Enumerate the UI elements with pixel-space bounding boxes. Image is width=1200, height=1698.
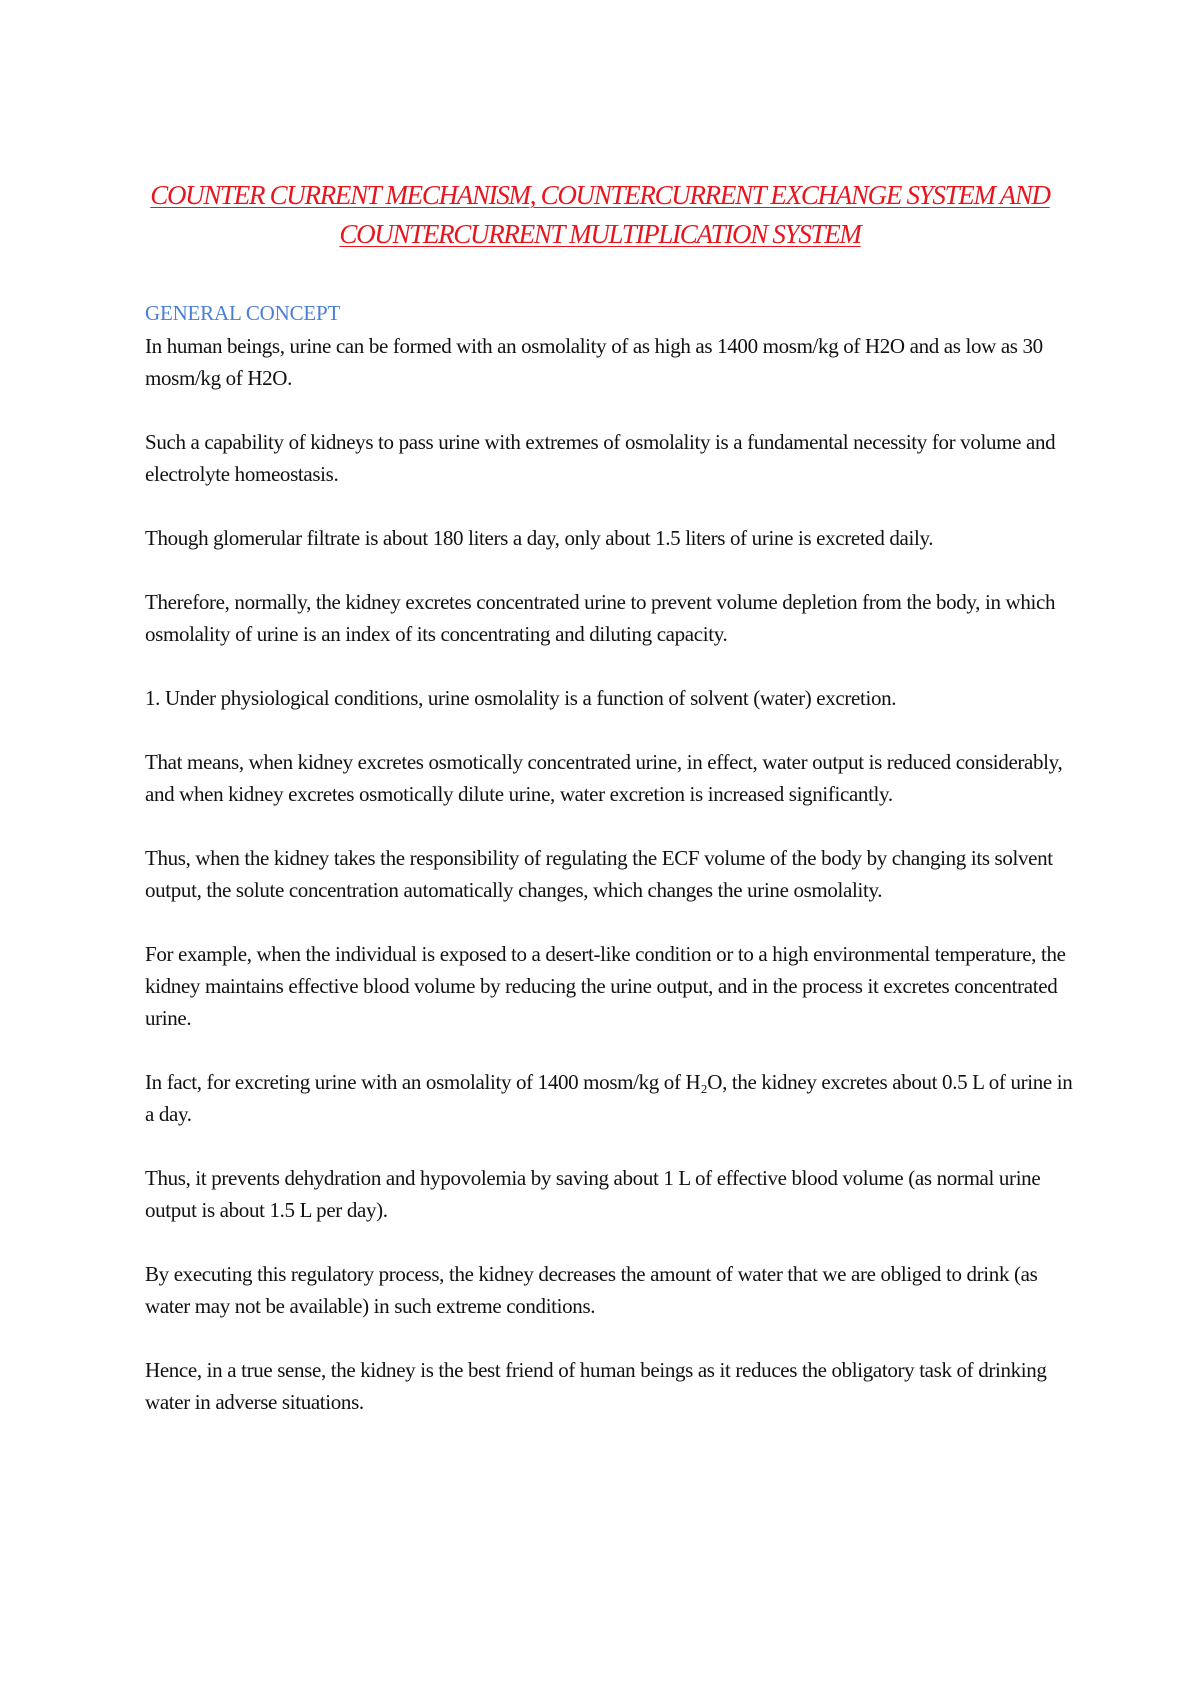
paragraph: For example, when the individual is exposed to a desert-like condition or to a high environmental temperature, the kidney maintains effective blood volume by reducing the urine output, and in the process it excretes concentrated urine. — [145, 942, 1066, 1030]
paragraph: 1. Under physiological conditions, urine osmolality is a function of solvent (water) excretion. — [145, 686, 897, 710]
paragraph: In fact, for excreting urine with an osmolality of 1400 mosm/kg of H₂O, the kidney excretes about 0.5 L of urine in a day. — [145, 1070, 1073, 1126]
paragraph: Therefore, normally, the kidney excretes concentrated urine to prevent volume depletion from the body, in which osmolality of urine is an index of its concentrating and diluting capacity. — [145, 590, 1056, 646]
document-body — [145, 330, 1075, 1450]
paragraph: That means, when kidney excretes osmotically concentrated urine, in effect, water output is reduced considerably, and when kidney excretes osmotically dilute urine, water excretion is increased significantly. — [145, 750, 1063, 806]
document-title: COUNTER CURRENT MECHANISM, COUNTERCURRENT EXCHANGE SYSTEM AND COUNTERCURRENT MULTIPLICATION SYSTEM — [150, 180, 1050, 249]
paragraph: In human beings, urine can be formed with an osmolality of as high as 1400 mosm/kg of H2O and as low as 30 mosm/kg of H2O. — [145, 334, 1043, 390]
paragraph: Hence, in a true sense, the kidney is the best friend of human beings as it reduces the obligatory task of drinking water in adverse situations. — [145, 1358, 1047, 1414]
paragraph: Such a capability of kidneys to pass urine with extremes of osmolality is a fundamental necessity for volume and electrolyte homeostasis. — [145, 430, 1056, 486]
paragraph: Thus, it prevents dehydration and hypovolemia by saving about 1 L of effective blood volume (as normal urine output is about 1.5 L per day). — [145, 1166, 1041, 1222]
paragraph: Thus, when the kidney takes the responsibility of regulating the ECF volume of the body by changing its solvent output, the solute concentration automatically changes, which changes the urine osmolality. — [145, 846, 1053, 902]
section-heading: GENERAL CONCEPT — [145, 301, 341, 325]
paragraph: Though glomerular filtrate is about 180 liters a day, only about 1.5 liters of urine is excreted daily. — [145, 526, 934, 550]
paragraph: By executing this regulatory process, the kidney decreases the amount of water that we are obliged to drink (as water may not be available) in such extreme conditions. — [145, 1262, 1038, 1318]
